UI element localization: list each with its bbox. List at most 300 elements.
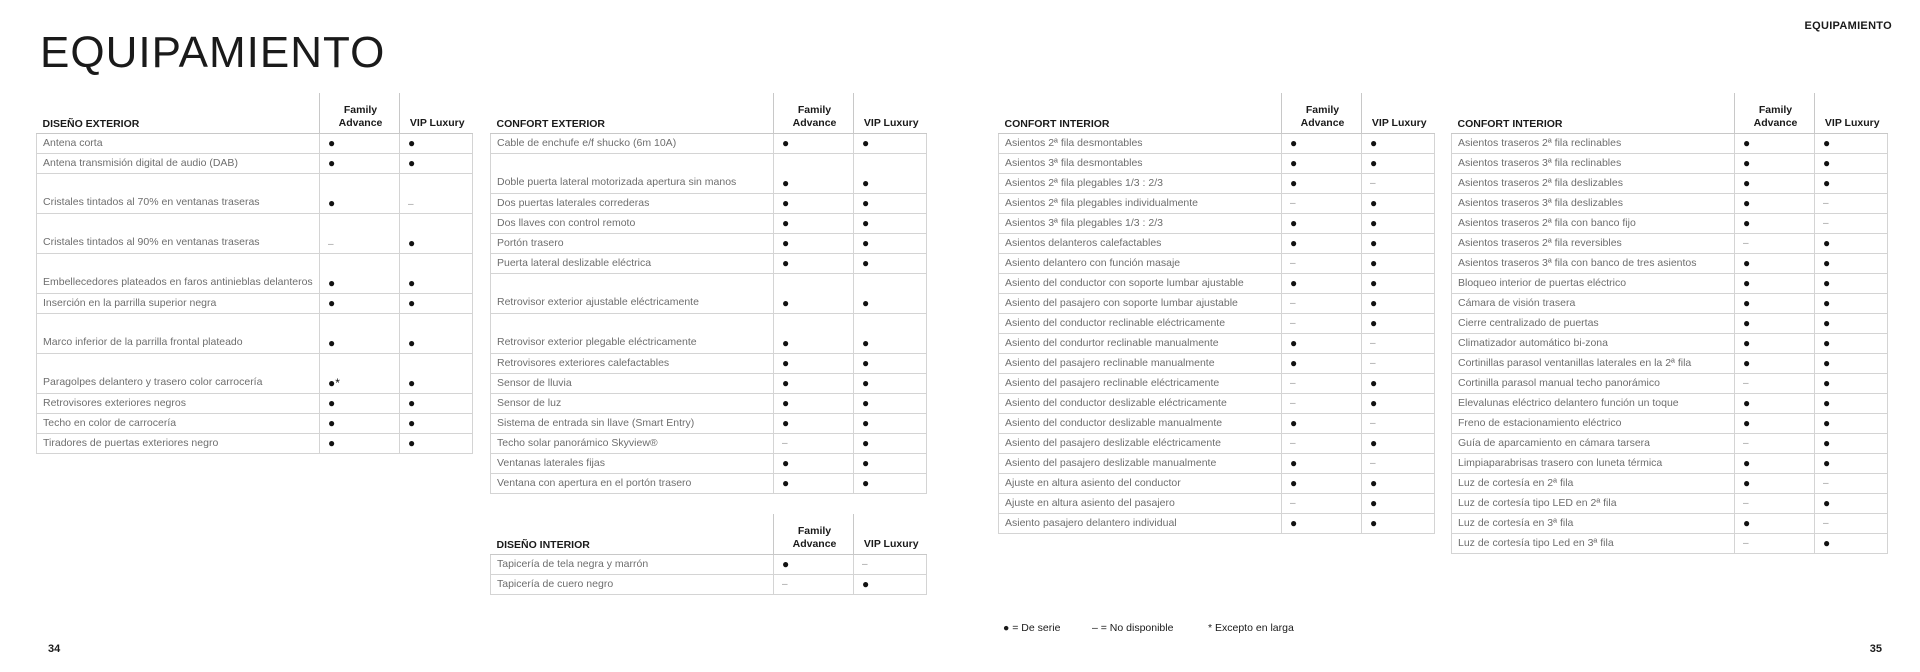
table-row	[999, 313, 1435, 333]
table-row	[37, 153, 473, 173]
table-row	[1452, 513, 1888, 533]
table-row	[1452, 253, 1888, 273]
availability-family: ●	[774, 393, 854, 413]
table-row	[37, 313, 473, 353]
table-row	[1452, 533, 1888, 553]
column-header-family-advance: Family Advance	[774, 93, 854, 133]
availability-family: –	[1282, 373, 1362, 393]
table-row	[1452, 333, 1888, 353]
running-head: EQUIPAMIENTO	[1804, 20, 1892, 32]
feature-name: Cámara de visión trasera	[1452, 293, 1735, 313]
column-header-family-advance: Family Advance	[320, 93, 400, 133]
column-header-family-advance: Family Advance	[1282, 93, 1362, 133]
table-row	[1452, 233, 1888, 253]
availability-family: ●	[1735, 293, 1815, 313]
table-row	[999, 133, 1435, 153]
availability-family: ●	[1282, 353, 1362, 373]
availability-family: –	[1282, 313, 1362, 333]
availability-family: ●	[1735, 333, 1815, 353]
column-header-vip-luxury: VIP Luxury	[854, 514, 927, 554]
availability-vip: ●	[854, 133, 927, 153]
availability-vip: ●	[1815, 273, 1888, 293]
availability-family: ●	[1735, 213, 1815, 233]
table-row	[999, 373, 1435, 393]
availability-family: ●	[774, 253, 854, 273]
table-row	[999, 293, 1435, 313]
availability-vip: ●	[1815, 333, 1888, 353]
feature-name: Luz de cortesía en 2ª fila	[1452, 473, 1735, 493]
feature-name: Puerta lateral deslizable eléctrica	[491, 253, 774, 273]
availability-family: ●	[1735, 453, 1815, 473]
availability-family: ●	[774, 313, 854, 353]
availability-vip: –	[1815, 473, 1888, 493]
column-header-vip-luxury: VIP Luxury	[854, 93, 927, 133]
feature-name: Portón trasero	[491, 233, 774, 253]
feature-name: Asiento del conductor deslizable manualmente	[999, 413, 1282, 433]
availability-family: ●	[774, 353, 854, 373]
availability-vip: ●	[1815, 533, 1888, 553]
feature-name: Sistema de entrada sin llave (Smart Entry)	[491, 413, 774, 433]
availability-family: ●	[1735, 313, 1815, 333]
availability-family: –	[1735, 493, 1815, 513]
availability-family: ●	[1735, 413, 1815, 433]
availability-family: ●	[1282, 213, 1362, 233]
page-number-left: 34	[48, 643, 61, 655]
page-number-right: 35	[1869, 643, 1882, 655]
availability-vip: ●	[1815, 293, 1888, 313]
availability-family: ●	[1735, 393, 1815, 413]
table-row	[491, 554, 927, 574]
feature-name: Luz de cortesía tipo Led en 3ª fila	[1452, 533, 1735, 553]
availability-family: –	[1735, 433, 1815, 453]
availability-family: ●	[1282, 233, 1362, 253]
table-row	[491, 473, 927, 493]
table-row	[999, 253, 1435, 273]
feature-name: Dos puertas laterales correderas	[491, 193, 774, 213]
availability-vip: ●	[854, 193, 927, 213]
availability-family: ●	[320, 253, 400, 293]
availability-family: ●	[774, 273, 854, 313]
availability-family: –	[1282, 293, 1362, 313]
feature-name: Paragolpes delantero y trasero color carrocería	[37, 353, 320, 393]
column-header-vip-luxury: VIP Luxury	[1362, 93, 1435, 133]
feature-name: Cierre centralizado de puertas	[1452, 313, 1735, 333]
availability-vip: ●	[1362, 433, 1435, 453]
availability-vip: ●	[1362, 293, 1435, 313]
feature-name: Techo en color de carrocería	[37, 413, 320, 433]
availability-vip: ●	[400, 313, 473, 353]
table-section-title: CONFORT EXTERIOR	[491, 93, 774, 133]
table-row	[1452, 193, 1888, 213]
feature-name: Asiento del conductor con soporte lumbar ajustable	[999, 273, 1282, 293]
availability-vip: ●	[1362, 253, 1435, 273]
availability-family: –	[320, 213, 400, 253]
table-row	[491, 193, 927, 213]
feature-name: Asientos 2ª fila plegables 1/3 : 2/3	[999, 173, 1282, 193]
availability-vip: –	[400, 173, 473, 213]
availability-vip: ●	[400, 133, 473, 153]
availability-family: ●	[774, 193, 854, 213]
table-row	[1452, 393, 1888, 413]
availability-family: ●	[320, 413, 400, 433]
availability-vip: ●	[1362, 513, 1435, 533]
availability-vip: ●	[1815, 453, 1888, 473]
feature-name: Asientos traseros 3ª fila deslizables	[1452, 193, 1735, 213]
availability-vip: ●	[854, 574, 927, 594]
table-row	[37, 433, 473, 453]
availability-vip: ●	[1815, 153, 1888, 173]
feature-name: Asientos 3ª fila plegables 1/3 : 2/3	[999, 213, 1282, 233]
table-row	[1452, 273, 1888, 293]
table-row	[999, 153, 1435, 173]
availability-vip: ●	[400, 393, 473, 413]
feature-name: Ajuste en altura asiento del conductor	[999, 473, 1282, 493]
feature-name: Ajuste en altura asiento del pasajero	[999, 493, 1282, 513]
availability-family: ●	[320, 133, 400, 153]
availability-vip: ●	[854, 473, 927, 493]
feature-name: Tiradores de puertas exteriores negro	[37, 433, 320, 453]
availability-vip: ●	[400, 253, 473, 293]
availability-family: ●	[774, 473, 854, 493]
table-row	[491, 433, 927, 453]
availability-vip: ●	[1362, 373, 1435, 393]
table-row	[37, 393, 473, 413]
availability-vip: ●	[400, 413, 473, 433]
feature-name: Limpiaparabrisas trasero con luneta térmica	[1452, 453, 1735, 473]
feature-name: Freno de estacionamiento eléctrico	[1452, 413, 1735, 433]
availability-vip: ●	[1815, 253, 1888, 273]
feature-name: Antena corta	[37, 133, 320, 153]
availability-family: ●	[1282, 273, 1362, 293]
table-row	[1452, 213, 1888, 233]
availability-vip: ●	[1815, 133, 1888, 153]
table-section-title: DISEÑO INTERIOR	[491, 514, 774, 554]
availability-family: –	[1735, 233, 1815, 253]
availability-family: ●	[1282, 413, 1362, 433]
feature-name: Elevalunas eléctrico delantero función un toque	[1452, 393, 1735, 413]
table-row	[491, 233, 927, 253]
availability-vip: ●	[1815, 233, 1888, 253]
feature-name: Tapicería de cuero negro	[491, 574, 774, 594]
feature-name: Asientos traseros 2ª fila reversibles	[1452, 233, 1735, 253]
table-row	[37, 133, 473, 153]
availability-family: ●	[320, 313, 400, 353]
feature-name: Asientos traseros 3ª fila reclinables	[1452, 153, 1735, 173]
table-row	[999, 193, 1435, 213]
feature-name: Climatizador automático bi-zona	[1452, 333, 1735, 353]
availability-family: ●	[1735, 153, 1815, 173]
availability-vip: ●	[1362, 193, 1435, 213]
availability-family: ●	[320, 173, 400, 213]
feature-name: Ventana con apertura en el portón trasero	[491, 473, 774, 493]
feature-name: Retrovisores exteriores calefactables	[491, 353, 774, 373]
feature-name: Luz de cortesía en 3ª fila	[1452, 513, 1735, 533]
feature-name: Asiento del pasajero deslizable eléctricamente	[999, 433, 1282, 453]
availability-vip: –	[1362, 353, 1435, 373]
availability-family: ●	[774, 453, 854, 473]
feature-name: Luz de cortesía tipo LED en 2ª fila	[1452, 493, 1735, 513]
feature-name: Retrovisores exteriores negros	[37, 393, 320, 413]
feature-name: Ventanas laterales fijas	[491, 453, 774, 473]
feature-name: Dos llaves con control remoto	[491, 213, 774, 233]
availability-vip: ●	[400, 153, 473, 173]
feature-name: Asiento del conductor reclinable eléctricamente	[999, 313, 1282, 333]
availability-vip: ●	[854, 353, 927, 373]
availability-family: ●	[320, 153, 400, 173]
availability-family: ●	[1282, 513, 1362, 533]
feature-name: Asiento del conductor deslizable eléctricamente	[999, 393, 1282, 413]
table-confort-interior-1	[998, 93, 1435, 534]
availability-family: ●	[1282, 133, 1362, 153]
availability-vip: ●	[1362, 493, 1435, 513]
availability-family: ●	[1282, 473, 1362, 493]
table-diseno-exterior	[36, 93, 473, 454]
table-row	[999, 493, 1435, 513]
availability-vip: ●	[854, 433, 927, 453]
availability-vip: ●	[1362, 213, 1435, 233]
table-row	[999, 213, 1435, 233]
availability-family: ●	[1735, 473, 1815, 493]
table-row	[37, 413, 473, 433]
table-row	[1452, 453, 1888, 473]
column-header-family-advance: Family Advance	[774, 514, 854, 554]
table-confort-interior-2	[1451, 93, 1888, 554]
availability-vip: ●	[1815, 173, 1888, 193]
availability-vip: ●	[400, 213, 473, 253]
table-row	[37, 253, 473, 293]
feature-name: Asientos 2ª fila desmontables	[999, 133, 1282, 153]
table-row	[999, 333, 1435, 353]
feature-name: Antena transmisión digital de audio (DAB)	[37, 153, 320, 173]
table-row	[999, 413, 1435, 433]
availability-family: ●	[1282, 453, 1362, 473]
table-row	[999, 273, 1435, 293]
availability-vip: ●	[1362, 133, 1435, 153]
feature-name: Asiento delantero con función masaje	[999, 253, 1282, 273]
feature-name: Asientos traseros 2ª fila con banco fijo	[1452, 213, 1735, 233]
feature-name: Inserción en la parrilla superior negra	[37, 293, 320, 313]
feature-name: Retrovisor exterior plegable eléctricamente	[491, 313, 774, 353]
availability-family: ●	[1282, 153, 1362, 173]
availability-vip: –	[1815, 193, 1888, 213]
availability-vip: ●	[854, 253, 927, 273]
feature-name: Asientos traseros 2ª fila reclinables	[1452, 133, 1735, 153]
feature-name: Cristales tintados al 70% en ventanas traseras	[37, 173, 320, 213]
table-row	[1452, 413, 1888, 433]
availability-family: –	[774, 574, 854, 594]
feature-name: Retrovisor exterior ajustable eléctricamente	[491, 273, 774, 313]
availability-family: –	[1282, 193, 1362, 213]
table-diseno-interior	[490, 514, 927, 595]
availability-family: –	[1735, 533, 1815, 553]
table-row	[999, 453, 1435, 473]
availability-vip: ●	[1362, 473, 1435, 493]
table-row	[491, 353, 927, 373]
table-section-title: CONFORT INTERIOR	[999, 93, 1282, 133]
table-row	[491, 153, 927, 193]
availability-family: –	[774, 433, 854, 453]
availability-family: ●	[1735, 513, 1815, 533]
availability-family: ●	[320, 433, 400, 453]
availability-vip: –	[854, 554, 927, 574]
table-row	[491, 574, 927, 594]
availability-family: –	[1282, 493, 1362, 513]
table-row	[491, 133, 927, 153]
availability-family: ●	[774, 413, 854, 433]
table-row	[1452, 293, 1888, 313]
availability-vip: ●	[854, 273, 927, 313]
availability-vip: –	[1362, 173, 1435, 193]
table-row	[1452, 133, 1888, 153]
table-row	[999, 173, 1435, 193]
availability-family: ●	[774, 133, 854, 153]
availability-family: ●	[774, 373, 854, 393]
availability-vip: ●	[400, 353, 473, 393]
availability-family: ●	[774, 153, 854, 193]
table-row	[491, 373, 927, 393]
table-row	[999, 233, 1435, 253]
legend-excepto: * Excepto en larga	[1208, 622, 1294, 634]
availability-family: –	[1282, 393, 1362, 413]
table-row	[1452, 173, 1888, 193]
availability-vip: ●	[854, 233, 927, 253]
availability-vip: ●	[1815, 433, 1888, 453]
availability-family: ●	[320, 293, 400, 313]
feature-name: Asiento del pasajero reclinable manualmente	[999, 353, 1282, 373]
legend-serie: ● = De serie	[1003, 622, 1061, 634]
availability-vip: ●	[400, 293, 473, 313]
table-section-title: DISEÑO EXTERIOR	[37, 93, 320, 133]
feature-name: Guía de aparcamiento en cámara tarsera	[1452, 433, 1735, 453]
availability-family: ●	[1735, 253, 1815, 273]
page-title: EQUIPAMIENTO	[40, 28, 386, 77]
column-header-vip-luxury: VIP Luxury	[1815, 93, 1888, 133]
table-row	[491, 393, 927, 413]
table-row	[1452, 373, 1888, 393]
table-section-title: CONFORT INTERIOR	[1452, 93, 1735, 133]
availability-vip: –	[1362, 413, 1435, 433]
feature-name: Embellecedores plateados en faros antinieblas delanteros	[37, 253, 320, 293]
availability-vip: ●	[1815, 313, 1888, 333]
availability-vip: ●	[400, 433, 473, 453]
availability-vip: –	[1815, 213, 1888, 233]
availability-family: –	[1282, 433, 1362, 453]
table-row	[37, 353, 473, 393]
availability-family: ●	[1735, 133, 1815, 153]
table-row	[1452, 353, 1888, 373]
availability-family: ●	[1735, 353, 1815, 373]
feature-name: Asientos traseros 2ª fila deslizables	[1452, 173, 1735, 193]
availability-family: ●	[1282, 173, 1362, 193]
availability-family: ●	[320, 393, 400, 413]
availability-vip: ●	[1815, 413, 1888, 433]
feature-name: Marco inferior de la parrilla frontal plateado	[37, 313, 320, 353]
feature-name: Asiento del pasajero reclinable eléctricamente	[999, 373, 1282, 393]
availability-vip: ●	[1362, 153, 1435, 173]
table-row	[37, 173, 473, 213]
feature-name: Doble puerta lateral motorizada apertura sin manos	[491, 153, 774, 193]
availability-vip: ●	[1362, 233, 1435, 253]
availability-vip: ●	[1815, 353, 1888, 373]
feature-name: Cortinillas parasol ventanillas laterales en la 2ª fila	[1452, 353, 1735, 373]
legend-no-disponible: – = No disponible	[1092, 622, 1174, 634]
feature-name: Cortinilla parasol manual techo panorámico	[1452, 373, 1735, 393]
feature-name: Asientos traseros 3ª fila con banco de tres asientos	[1452, 253, 1735, 273]
availability-vip: ●	[854, 393, 927, 413]
table-row	[1452, 153, 1888, 173]
table-row	[999, 513, 1435, 533]
availability-family: ●	[1735, 193, 1815, 213]
feature-name: Tapicería de tela negra y marrón	[491, 554, 774, 574]
availability-family: ●	[774, 554, 854, 574]
availability-vip: ●	[1362, 273, 1435, 293]
availability-vip: ●	[854, 153, 927, 193]
table-row	[1452, 473, 1888, 493]
feature-name: Techo solar panorámico Skyview®	[491, 433, 774, 453]
feature-name: Cable de enchufe e/f shucko (6m 10A)	[491, 133, 774, 153]
availability-family: ●	[1735, 273, 1815, 293]
availability-family: ●*	[320, 353, 400, 393]
feature-name: Asientos delanteros calefactables	[999, 233, 1282, 253]
availability-family: ●	[1735, 173, 1815, 193]
feature-name: Sensor de lluvia	[491, 373, 774, 393]
table-confort-exterior	[490, 93, 927, 494]
availability-family: ●	[774, 233, 854, 253]
availability-vip: ●	[854, 413, 927, 433]
feature-name: Asiento pasajero delantero individual	[999, 513, 1282, 533]
feature-name: Asiento del condurtor reclinable manualmente	[999, 333, 1282, 353]
table-row	[1452, 433, 1888, 453]
feature-name: Cristales tintados al 90% en ventanas traseras	[37, 213, 320, 253]
table-row	[491, 313, 927, 353]
table-row	[999, 473, 1435, 493]
availability-family: ●	[1282, 333, 1362, 353]
table-row	[491, 453, 927, 473]
availability-vip: ●	[854, 453, 927, 473]
availability-family: –	[1735, 373, 1815, 393]
table-row	[37, 213, 473, 253]
table-row	[1452, 493, 1888, 513]
feature-name: Bloqueo interior de puertas eléctrico	[1452, 273, 1735, 293]
availability-vip: ●	[854, 313, 927, 353]
column-header-family-advance: Family Advance	[1735, 93, 1815, 133]
availability-family: ●	[774, 213, 854, 233]
availability-vip: –	[1362, 333, 1435, 353]
availability-vip: –	[1362, 453, 1435, 473]
table-row	[491, 253, 927, 273]
availability-vip: ●	[1815, 493, 1888, 513]
feature-name: Asientos 2ª fila plegables individualmente	[999, 193, 1282, 213]
column-header-vip-luxury: VIP Luxury	[400, 93, 473, 133]
availability-vip: ●	[854, 373, 927, 393]
availability-family: –	[1282, 253, 1362, 273]
table-row	[491, 213, 927, 233]
feature-name: Asiento del pasajero deslizable manualmente	[999, 453, 1282, 473]
feature-name: Asiento del pasajero con soporte lumbar ajustable	[999, 293, 1282, 313]
table-row	[491, 413, 927, 433]
table-row	[491, 273, 927, 313]
table-row	[999, 353, 1435, 373]
feature-name: Asientos 3ª fila desmontables	[999, 153, 1282, 173]
feature-name: Sensor de luz	[491, 393, 774, 413]
availability-vip: –	[1815, 513, 1888, 533]
availability-vip: ●	[1815, 393, 1888, 413]
availability-vip: ●	[1362, 313, 1435, 333]
table-row	[37, 293, 473, 313]
table-row	[999, 433, 1435, 453]
availability-vip: ●	[1815, 373, 1888, 393]
table-row	[1452, 313, 1888, 333]
